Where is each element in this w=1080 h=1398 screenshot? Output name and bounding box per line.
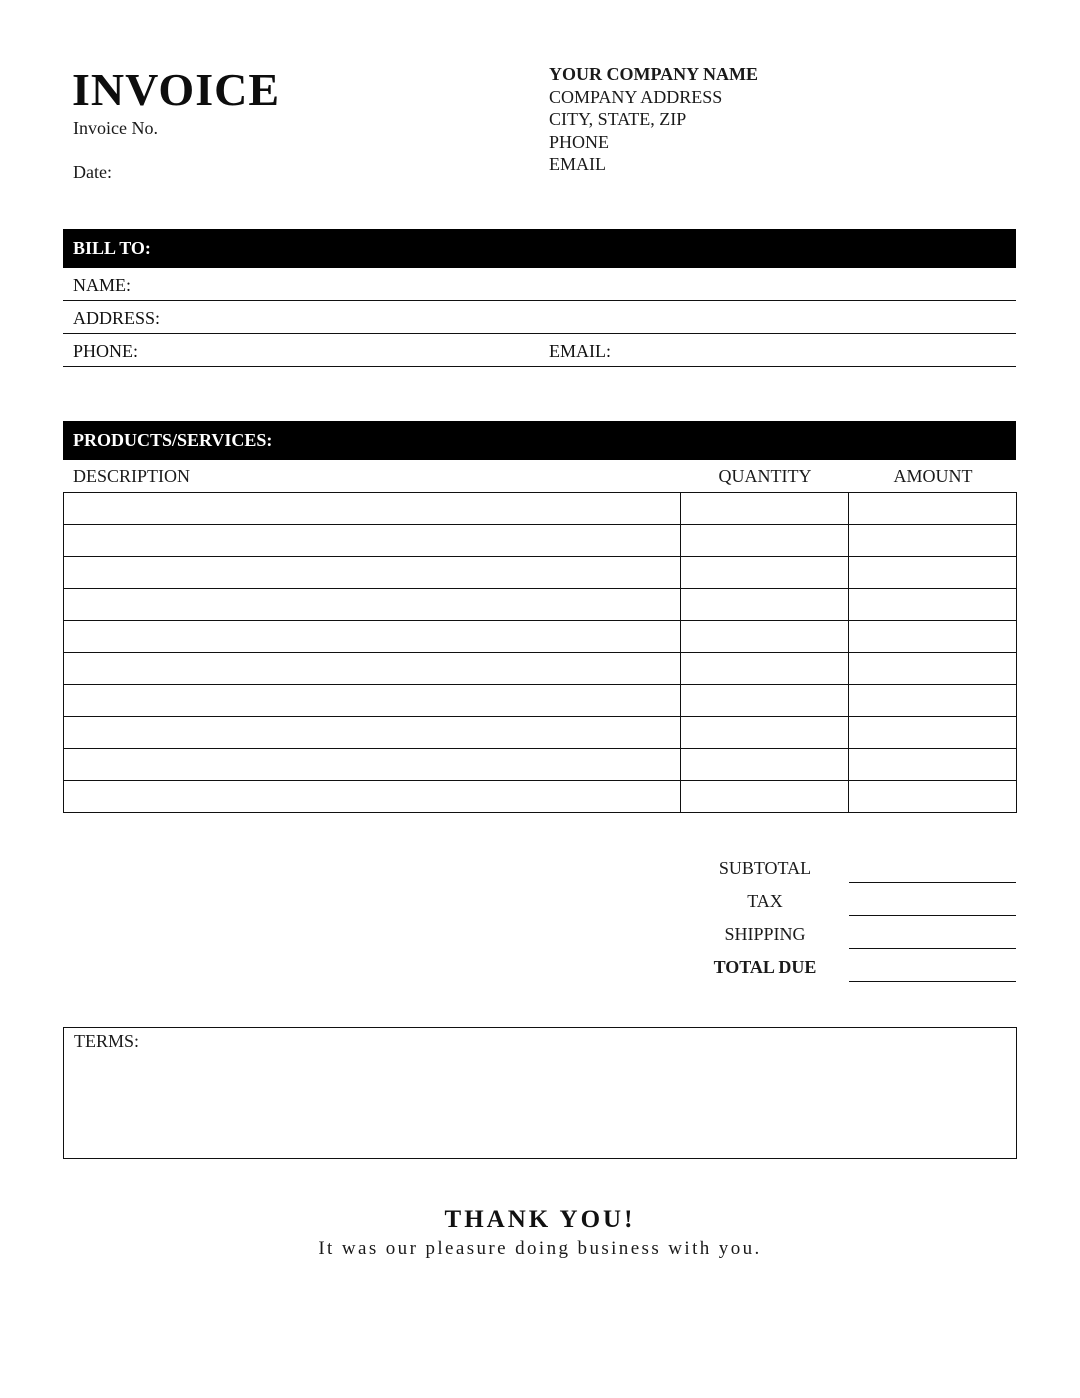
quantity-cell[interactable] xyxy=(681,589,849,621)
description-cell[interactable] xyxy=(64,589,681,621)
quantity-cell[interactable] xyxy=(681,749,849,781)
total-due-label: TOTAL DUE xyxy=(713,957,817,977)
table-row xyxy=(64,589,1017,621)
bill-to-name-row[interactable] xyxy=(63,269,1016,301)
terms-label: TERMS: xyxy=(74,1031,140,1051)
quantity-cell[interactable] xyxy=(681,717,849,749)
amount-cell[interactable] xyxy=(849,749,1017,781)
invoice-number-label: Invoice No. xyxy=(73,118,158,138)
amount-cell[interactable] xyxy=(849,781,1017,813)
tax-field[interactable] xyxy=(849,915,1016,916)
company-name: YOUR COMPANY NAME xyxy=(549,64,758,84)
company-address: COMPANY ADDRESS xyxy=(549,86,723,107)
bill-to-address-row[interactable] xyxy=(63,302,1016,334)
quantity-cell[interactable] xyxy=(681,621,849,653)
quantity-cell[interactable] xyxy=(681,493,849,525)
table-row xyxy=(64,653,1017,685)
shipping-field[interactable] xyxy=(849,948,1016,949)
description-cell[interactable] xyxy=(64,621,681,653)
total-due-field[interactable] xyxy=(849,981,1016,982)
table-row xyxy=(64,557,1017,589)
invoice-title: INVOICE xyxy=(72,64,281,115)
column-header-description: DESCRIPTION xyxy=(73,466,191,486)
amount-cell[interactable] xyxy=(849,493,1017,525)
tax-label: TAX xyxy=(747,891,783,911)
thank-you-heading: THANK YOU! xyxy=(444,1206,636,1233)
thank-you-message: It was our pleasure doing business with you. xyxy=(318,1238,762,1259)
subtotal-field[interactable] xyxy=(849,882,1016,883)
company-city-state-zip: CITY, STATE, ZIP xyxy=(549,109,687,129)
description-cell[interactable] xyxy=(64,557,681,589)
bill-to-email-label: EMAIL: xyxy=(549,341,611,361)
company-email: EMAIL xyxy=(549,154,606,174)
line-items-table xyxy=(63,492,1017,813)
terms-box[interactable] xyxy=(63,1027,1017,1159)
amount-cell[interactable] xyxy=(849,589,1017,621)
table-row xyxy=(64,525,1017,557)
table-row xyxy=(64,717,1017,749)
description-cell[interactable] xyxy=(64,525,681,557)
quantity-cell[interactable] xyxy=(681,557,849,589)
table-row xyxy=(64,781,1017,813)
bill-to-contact-row[interactable] xyxy=(63,335,1016,367)
company-phone: PHONE xyxy=(549,131,610,152)
products-services-heading: PRODUCTS/SERVICES: xyxy=(63,421,1016,460)
quantity-cell[interactable] xyxy=(681,685,849,717)
subtotal-label: SUBTOTAL xyxy=(718,858,812,878)
company-info-block xyxy=(549,63,758,176)
amount-cell[interactable] xyxy=(849,653,1017,685)
quantity-cell[interactable] xyxy=(681,653,849,685)
amount-cell[interactable] xyxy=(849,557,1017,589)
shipping-label: SHIPPING xyxy=(724,924,806,944)
table-row xyxy=(64,685,1017,717)
description-cell[interactable] xyxy=(64,749,681,781)
amount-cell[interactable] xyxy=(849,717,1017,749)
table-row xyxy=(64,493,1017,525)
amount-cell[interactable] xyxy=(849,685,1017,717)
invoice-date-label: Date: xyxy=(73,162,112,182)
quantity-cell[interactable] xyxy=(681,781,849,813)
amount-cell[interactable] xyxy=(849,621,1017,653)
description-cell[interactable] xyxy=(64,685,681,717)
column-header-quantity: QUANTITY xyxy=(718,466,812,486)
description-cell[interactable] xyxy=(64,653,681,685)
table-row xyxy=(64,749,1017,781)
amount-cell[interactable] xyxy=(849,525,1017,557)
table-row xyxy=(64,621,1017,653)
column-header-amount: AMOUNT xyxy=(893,466,973,486)
bill-to-heading: BILL TO: xyxy=(63,229,1016,268)
description-cell[interactable] xyxy=(64,493,681,525)
bill-to-phone-label: PHONE: xyxy=(73,341,139,361)
bill-to-name-label: NAME: xyxy=(73,275,131,295)
description-cell[interactable] xyxy=(64,717,681,749)
quantity-cell[interactable] xyxy=(681,525,849,557)
bill-to-address-label: ADDRESS: xyxy=(73,308,161,328)
description-cell[interactable] xyxy=(64,781,681,813)
